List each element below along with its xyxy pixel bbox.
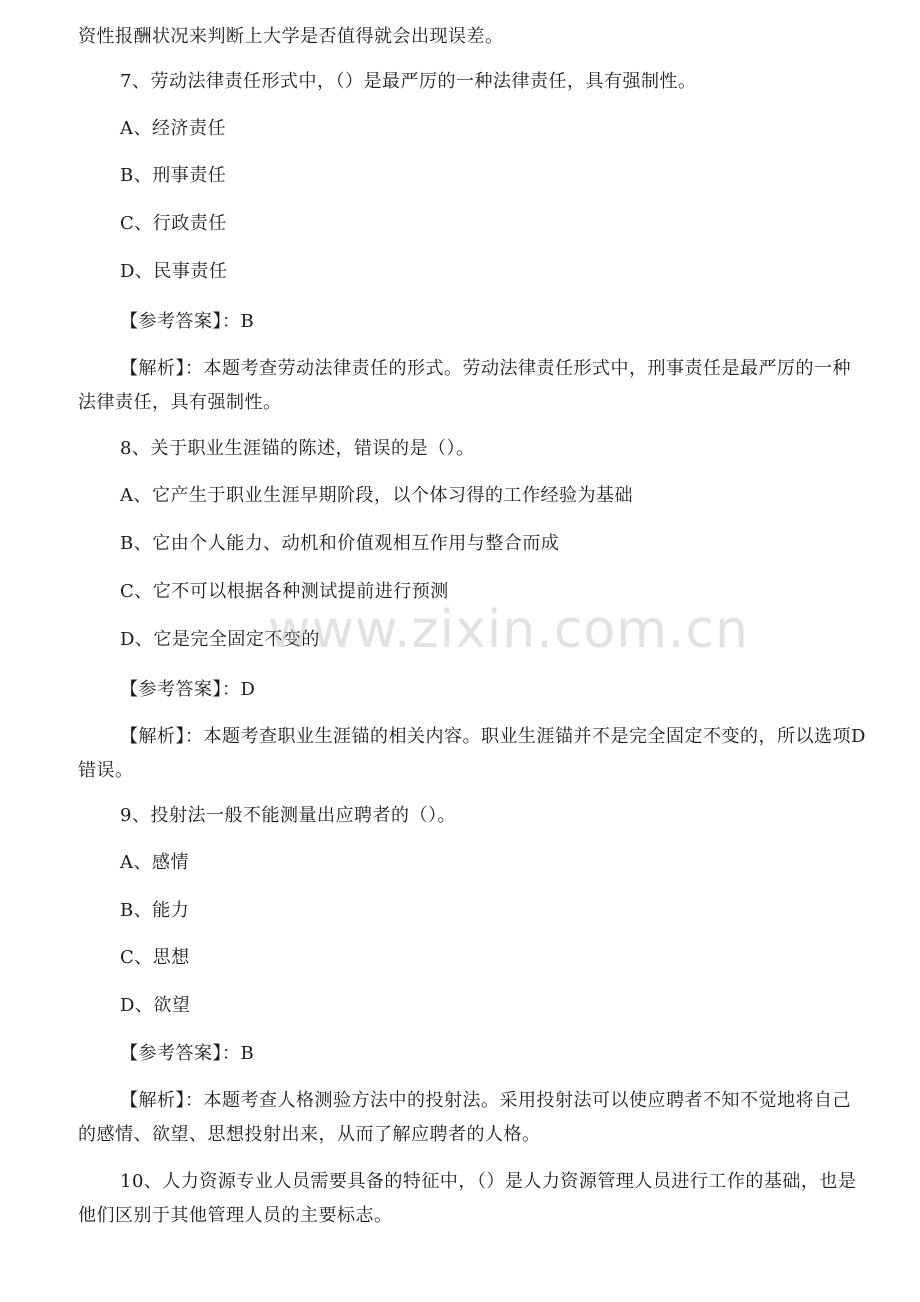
question-10: 10、人力资源专业人员需要具备的特征中，（）是人力资源管理人员进行工作的基础，也是他们区别于其他管理人员的主要标志。 — [78, 1171, 857, 1226]
question-7: 7、劳动法律责任形式中，（）是最严厉的一种法律责任，具有强制性。 — [120, 71, 697, 92]
q7-analysis: 【解析】：本题考查劳动法律责任的形式。劳动法律责任形式中，刑事责任是最严厉的一种法律责任，具有强制性。 — [78, 358, 851, 413]
q9-option-d: D、欲望 — [120, 995, 191, 1016]
question-8: 8、关于职业生涯锚的陈述，错误的是（）。 — [120, 438, 475, 459]
q7-option-b: B、刑事责任 — [120, 165, 227, 186]
q8-option-a: A、它产生于职业生涯早期阶段，以个体习得的工作经验为基础 — [120, 485, 633, 506]
q9-option-b: B、能力 — [120, 900, 190, 921]
q7-option-a: A、经济责任 — [120, 118, 226, 139]
q9-analysis: 【解析】：本题考查人格测验方法中的投射法。采用投射法可以使应聘者不知不觉地将自己的感情、欲望、思想投射出来，从而了解应聘者的人格。 — [78, 1090, 851, 1145]
q8-answer: 【参考答案】：D — [120, 679, 256, 700]
q7-option-d: D、民事责任 — [120, 261, 228, 282]
q8-analysis: 【解析】：本题考查职业生涯锚的相关内容。职业生涯锚并不是完全固定不变的，所以选项D错误。 — [78, 726, 866, 781]
q7-option-c: C、行政责任 — [120, 213, 227, 234]
q7-answer: 【参考答案】：B — [120, 311, 255, 332]
q8-option-b: B、它由个人能力、动机和价值观相互作用与整合而成 — [120, 533, 560, 554]
q9-option-c: C、思想 — [120, 947, 190, 968]
question-9: 9、投射法一般不能测量出应聘者的（）。 — [120, 805, 456, 826]
intro-line: 资性报酬状况来判断上大学是否值得就会出现误差。 — [78, 26, 504, 47]
q8-option-d: D、它是完全固定不变的 — [120, 629, 320, 650]
watermark: www.zixin.com.cn — [268, 600, 749, 660]
q9-answer: 【参考答案】：B — [120, 1043, 255, 1064]
q8-option-c: C、它不可以根据各种测试提前进行预测 — [120, 581, 449, 602]
q9-option-a: A、感情 — [120, 852, 189, 873]
